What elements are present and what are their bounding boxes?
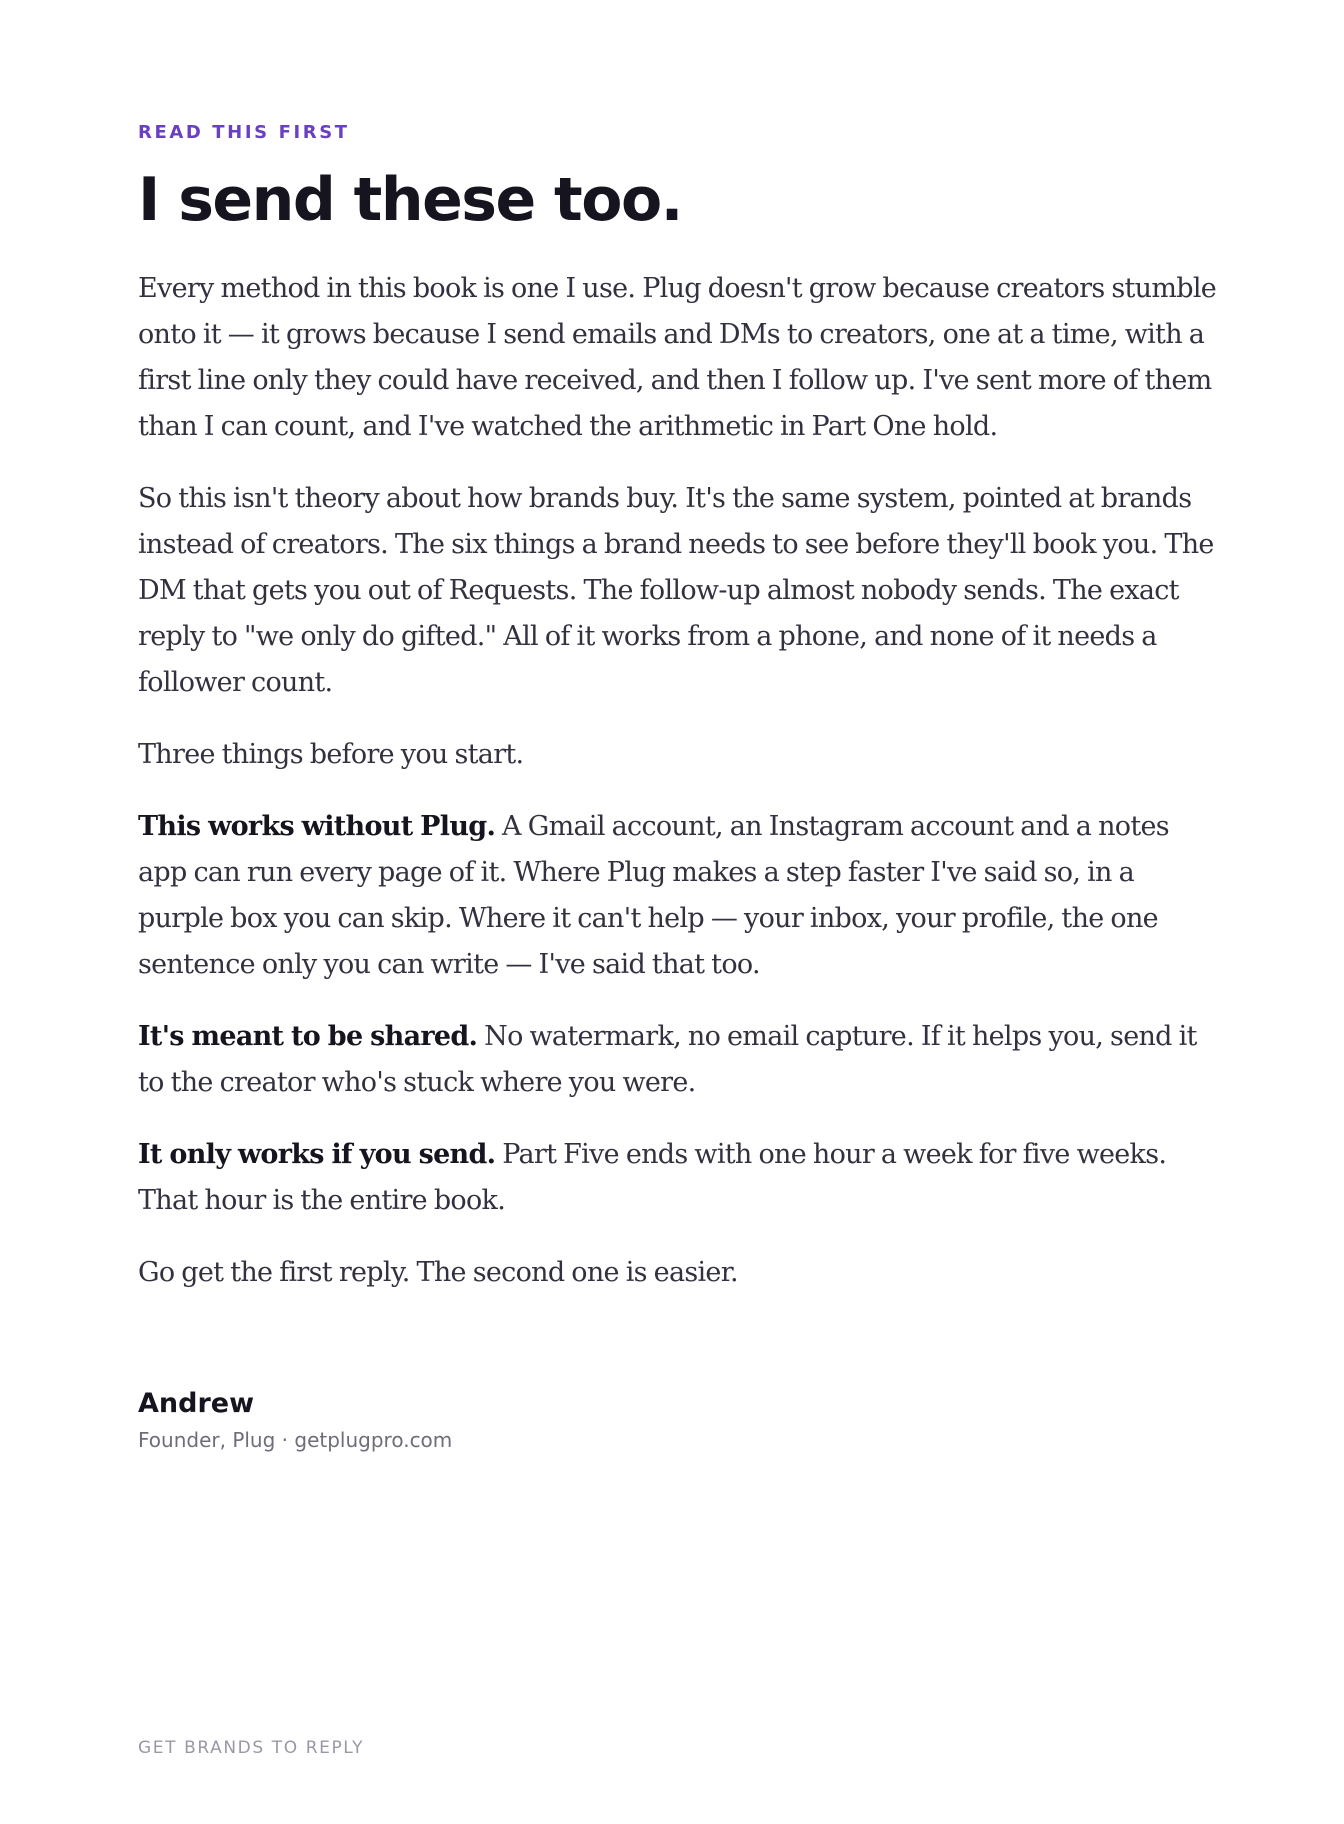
- paragraph-lead: It's meant to be shared.: [138, 1021, 478, 1052]
- paragraph: [138, 266, 1218, 450]
- paragraph: [138, 1250, 1218, 1296]
- paragraph: [138, 1132, 1218, 1224]
- paragraph-lead: It only works if you send.: [138, 1139, 496, 1170]
- paragraph: [138, 732, 1218, 778]
- paragraph-text: Go get the first reply. The second one is easier.: [138, 1257, 738, 1288]
- eyebrow-label: READ THIS FIRST: [138, 122, 350, 143]
- paragraph-text: So this isn't theory about how brands buy. It's the same system, pointed at brands instead of creators. The six things a brand needs to see before they'll book you. The DM that gets you out of Requests. The follow-up almost nobody sends. The exact reply to "we only do gifted." All of it works from a phone, and none of it needs a follower count.: [138, 483, 1214, 698]
- paragraph-text: Every method in this book is one I use. Plug doesn't grow because creators stumble onto it — it grows because I send emails and DMs to creators, one at a time, with a first line only they could have received, and then I follow up. I've sent more of them than I can count, and I've watched the arithmetic in Part One hold.: [138, 273, 1217, 442]
- body-text: [138, 266, 1218, 1322]
- signature-role: Founder, Plug · getplugpro.com: [138, 1428, 453, 1452]
- paragraph-text: Three things before you start.: [138, 739, 524, 770]
- paragraph: [138, 804, 1218, 988]
- paragraph-text: No watermark, no email capture. If it helps you, send it to the creator who's stuck where you were.: [138, 1021, 1197, 1098]
- paragraph-text: A Gmail account, an Instagram account and a notes app can run every page of it. Where Plug makes a step faster I've said so, in a purple box you can skip. Where it can't help — your inbox, your profile, the one sentence only you can write — I've said that too.: [138, 811, 1169, 980]
- paragraph-text: Part Five ends with one hour a week for five weeks. That hour is the entire book.: [138, 1139, 1167, 1216]
- signature-name: Andrew: [138, 1388, 255, 1419]
- paragraph: [138, 476, 1218, 706]
- page-footer: GET BRANDS TO REPLY: [138, 1738, 365, 1758]
- page-title: I send these too.: [138, 165, 682, 235]
- paragraph-lead: This works without Plug.: [138, 811, 496, 842]
- paragraph: [138, 1014, 1218, 1106]
